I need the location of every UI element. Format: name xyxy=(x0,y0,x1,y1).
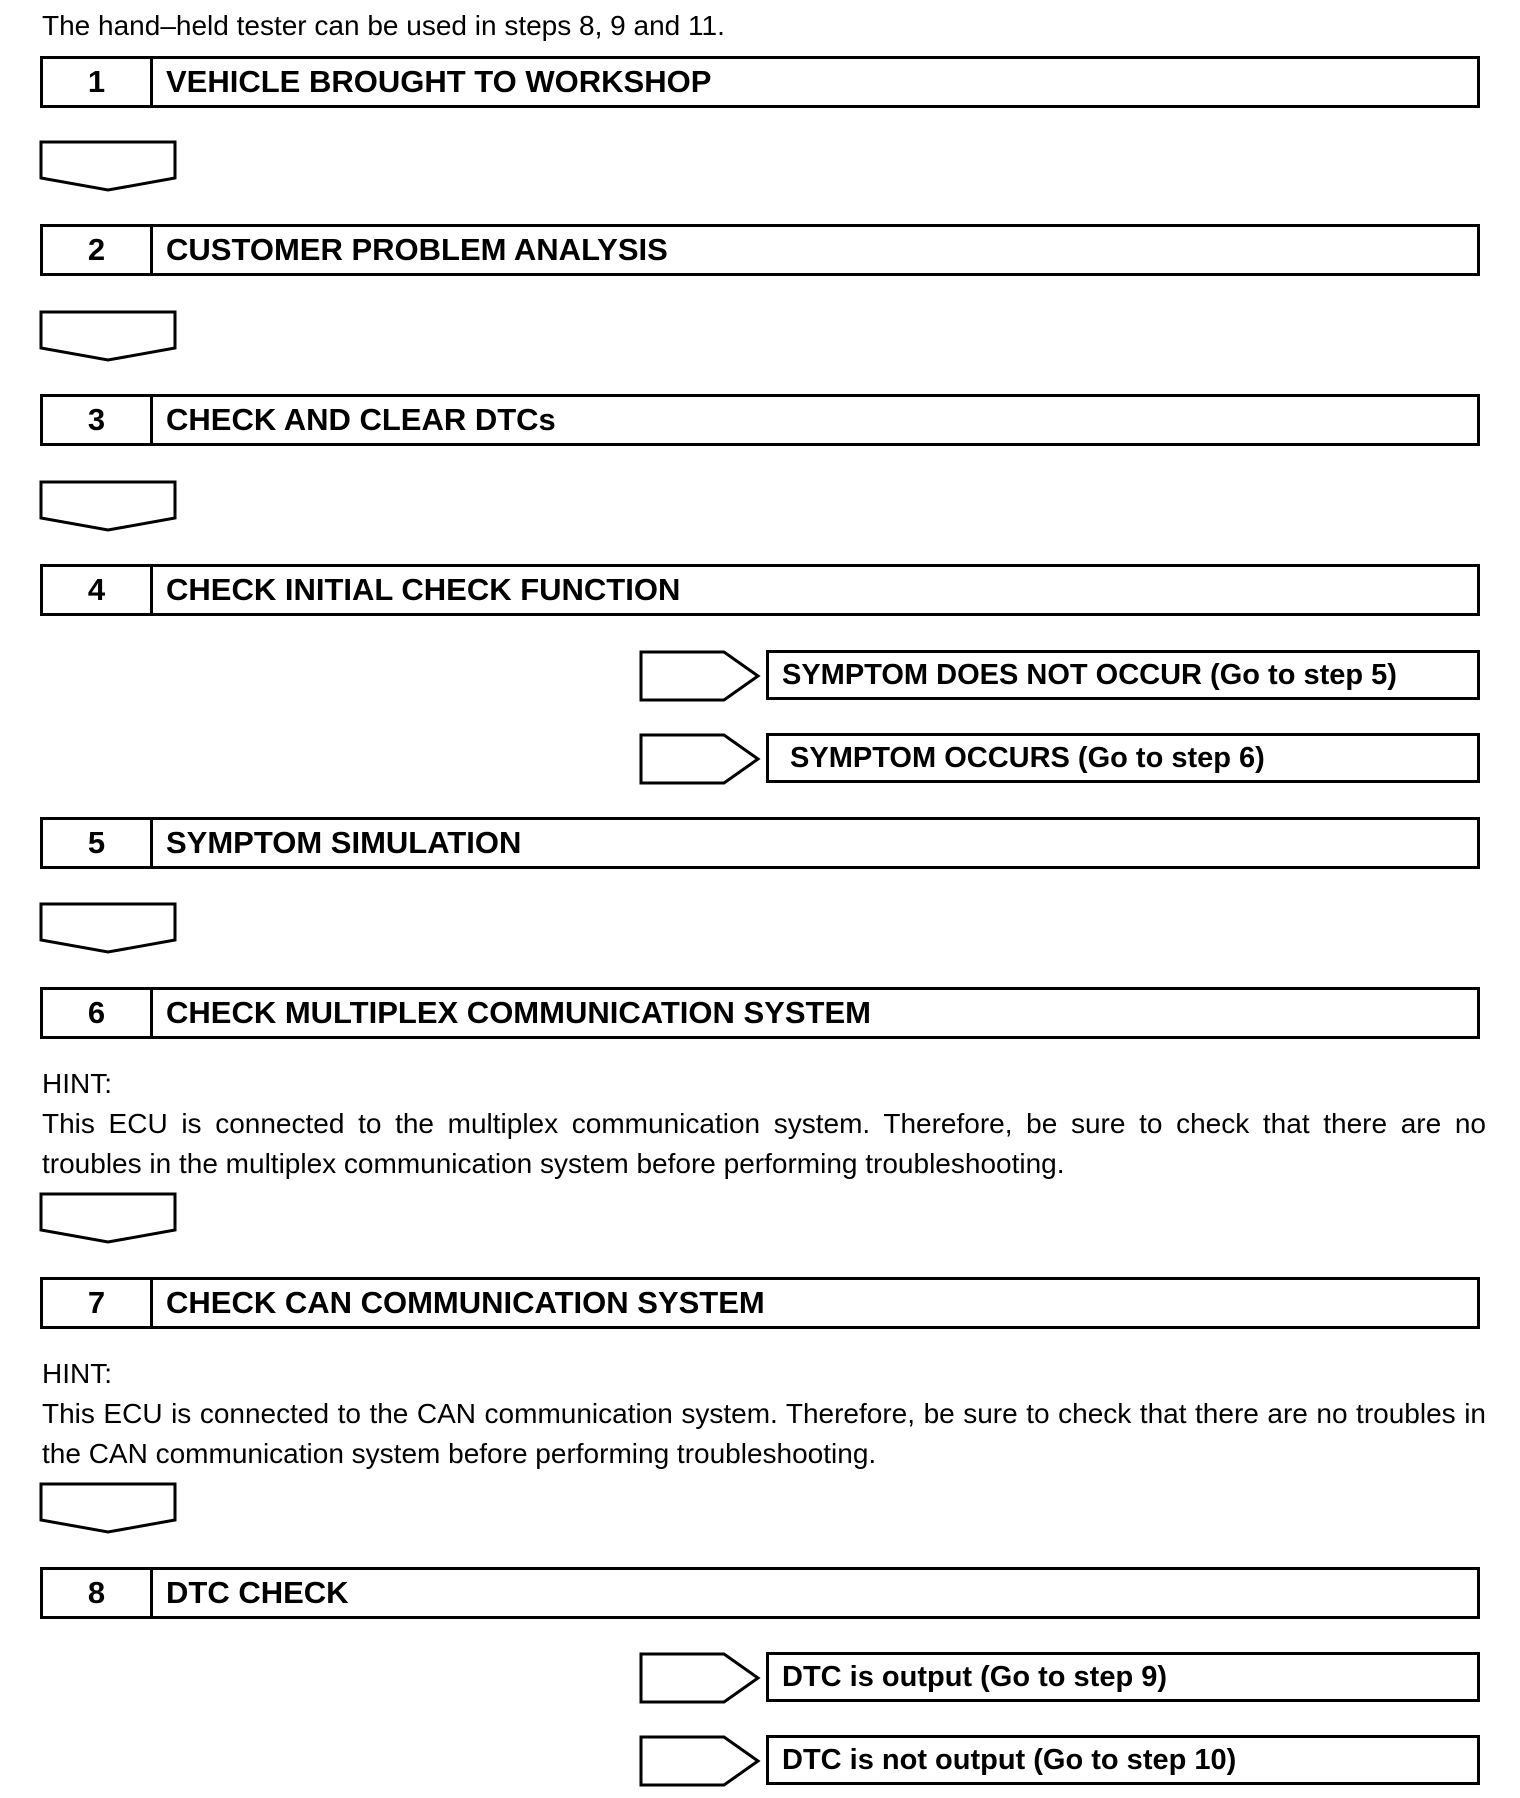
step-title: DTC CHECK xyxy=(166,1575,349,1610)
right-arrow-icon xyxy=(639,1735,761,1787)
step-7-box xyxy=(40,1277,1480,1329)
step-number: 6 xyxy=(43,990,153,1036)
right-arrow-icon xyxy=(639,650,761,702)
step-title: CHECK CAN COMMUNICATION SYSTEM xyxy=(166,1285,765,1320)
step-number: 5 xyxy=(43,820,153,866)
step-number: 7 xyxy=(43,1280,153,1326)
step-3-box xyxy=(40,394,1480,446)
step-title: CHECK INITIAL CHECK FUNCTION xyxy=(166,572,681,607)
result-dtc-not-output: DTC is not output (Go to step 10) xyxy=(766,1735,1480,1785)
step-number: 8 xyxy=(43,1570,153,1616)
result-dtc-output: DTC is output (Go to step 9) xyxy=(766,1652,1480,1702)
step-1-box xyxy=(40,56,1480,108)
hint-text: This ECU is connected to the multiplex communication system. Therefore, be sure to check that there are no troubles in the multiplex communication system before performing troubleshooting. xyxy=(42,1108,1486,1179)
step-5-box xyxy=(40,817,1480,869)
result-symptom-does-not-occur: SYMPTOM DOES NOT OCCUR (Go to step 5) xyxy=(766,650,1480,700)
down-arrow-icon xyxy=(39,902,177,954)
step-number: 4 xyxy=(43,567,153,613)
step-number: 3 xyxy=(43,397,153,443)
step-title: CUSTOMER PROBLEM ANALYSIS xyxy=(166,232,668,267)
step-title: CHECK MULTIPLEX COMMUNICATION SYSTEM xyxy=(166,995,871,1030)
hint-label: HINT: xyxy=(42,1068,112,1099)
step-title: VEHICLE BROUGHT TO WORKSHOP xyxy=(166,64,712,99)
step-title: CHECK AND CLEAR DTCs xyxy=(166,402,556,437)
step-number: 2 xyxy=(43,227,153,273)
step-number: 1 xyxy=(43,59,153,105)
hint-label: HINT: xyxy=(42,1358,112,1389)
down-arrow-icon xyxy=(39,1482,177,1534)
hint-text: This ECU is connected to the CAN communication system. Therefore, be sure to check that there are no troubles in the CAN communication system before performing troubleshooting. xyxy=(42,1398,1486,1469)
step-4-box xyxy=(40,564,1480,616)
down-arrow-icon xyxy=(39,140,177,192)
down-arrow-icon xyxy=(39,310,177,362)
step-6-box xyxy=(40,987,1480,1039)
result-symptom-occurs: SYMPTOM OCCURS (Go to step 6) xyxy=(766,733,1480,783)
right-arrow-icon xyxy=(639,1652,761,1704)
step-2-box xyxy=(40,224,1480,276)
intro-note: The hand–held tester can be used in steps 8, 9 and 11. xyxy=(42,10,725,41)
step-8-box xyxy=(40,1567,1480,1619)
down-arrow-icon xyxy=(39,1192,177,1244)
step-title: SYMPTOM SIMULATION xyxy=(166,825,522,860)
down-arrow-icon xyxy=(39,480,177,532)
right-arrow-icon xyxy=(639,733,761,785)
